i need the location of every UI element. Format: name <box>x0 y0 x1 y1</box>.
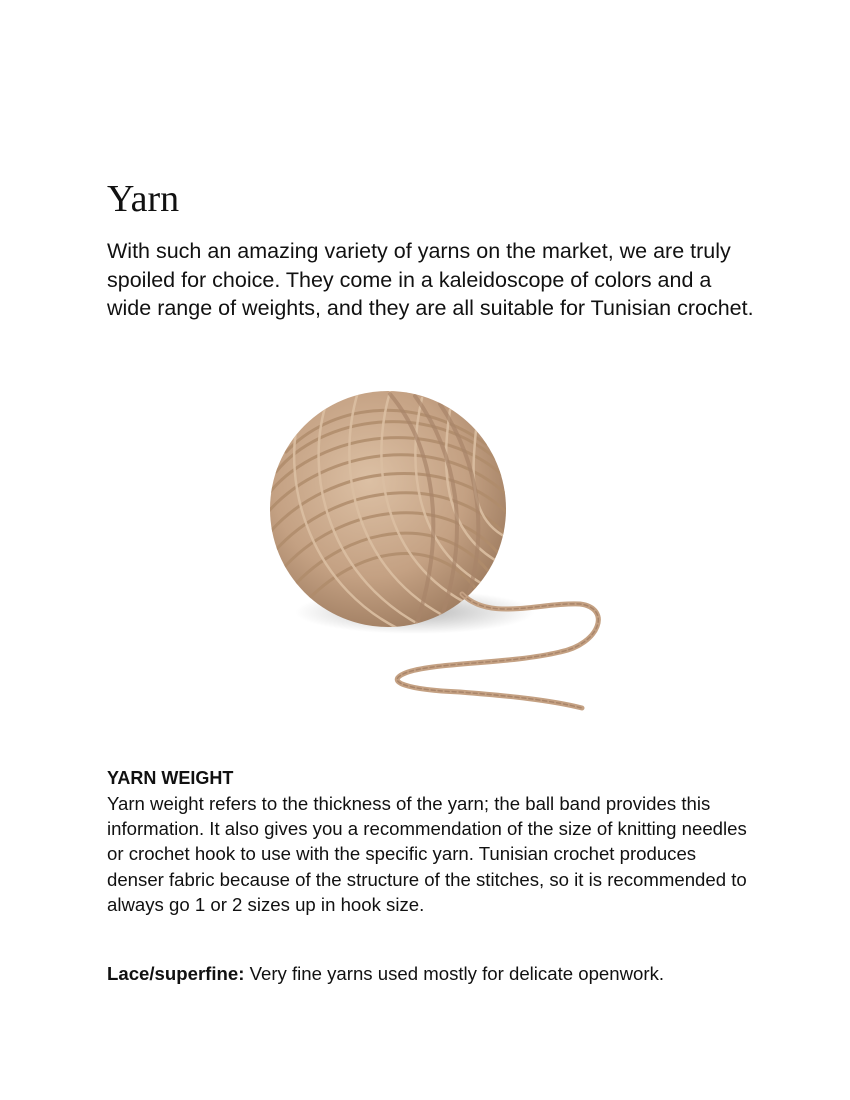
term-definition: Very fine yarns used mostly for delicate openwork. <box>244 963 665 984</box>
yarn-ball-illustration <box>240 372 620 732</box>
section-heading-yarn-weight: YARN WEIGHT <box>107 768 234 788</box>
section-body-yarn-weight: Yarn weight refers to the thickness of the yarn; the ball band provides this information. It also gives you a recommendation of the size of knitting needles or crochet hook to use with the specific yarn. Tunisian crochet produces denser fabric because of the structure of the stitches, so it is recommended to always go 1 or 2 sizes up in hook size. <box>107 793 747 915</box>
intro-paragraph: With such an amazing variety of yarns on the market, we are truly spoiled for choice. They come in a kaleidoscope of colors and a wide range of weights, and they are all suitable for Tunisian crochet. <box>107 239 754 321</box>
yarn-ball-image <box>240 372 620 732</box>
term-item-lace-superfine <box>107 961 787 986</box>
term-label: Lace/superfine: <box>107 963 245 984</box>
page-title: Yarn <box>107 178 180 220</box>
